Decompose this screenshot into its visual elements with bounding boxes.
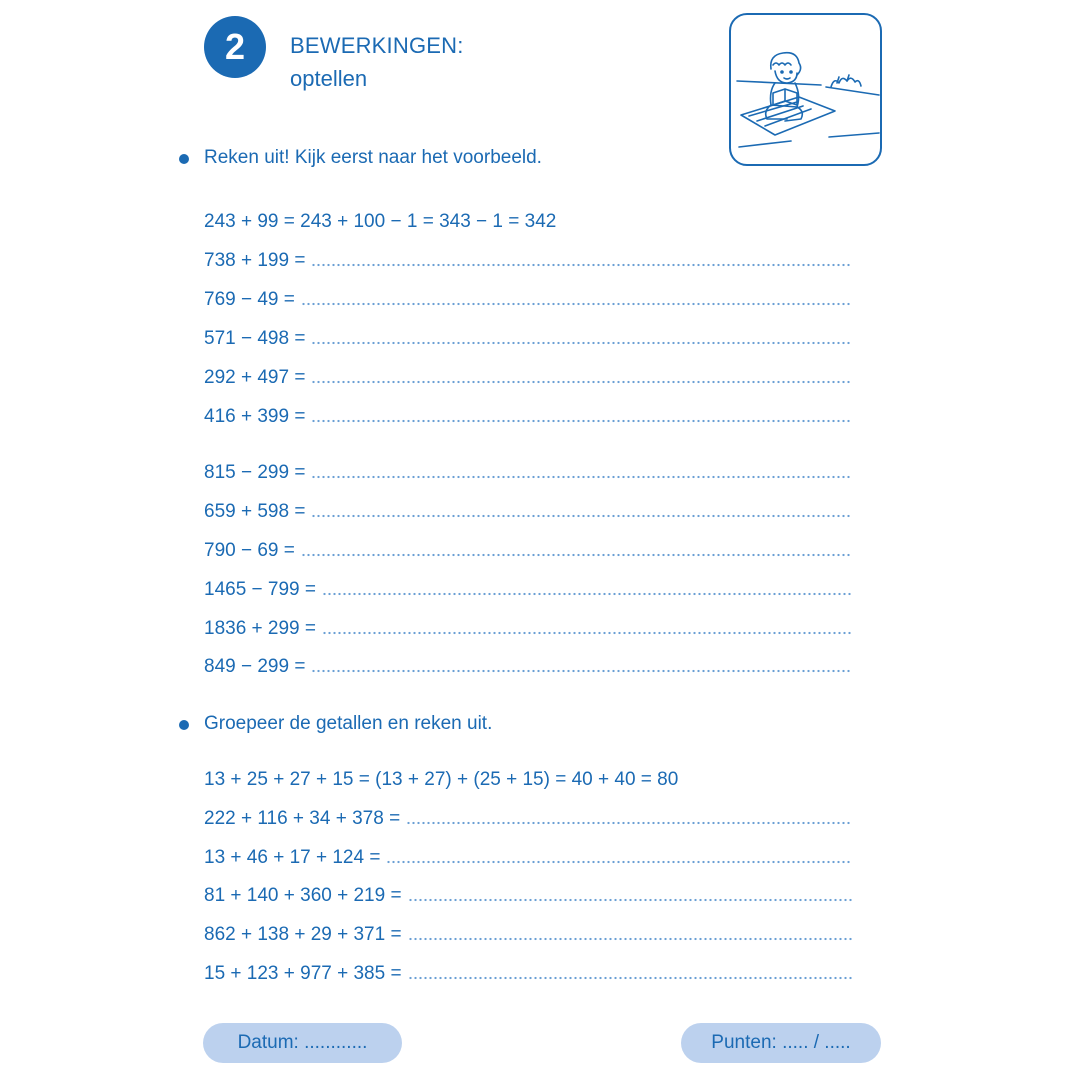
exercise1-problem-row xyxy=(204,614,852,640)
example-text: 243 + 99 = 243 + 100 − 1 = 343 − 1 = 342 xyxy=(204,211,557,232)
answer-line[interactable] xyxy=(408,975,852,981)
exercise1-problem-row xyxy=(204,458,852,484)
answer-line[interactable] xyxy=(311,262,852,268)
example-text: 13 + 25 + 27 + 15 = (13 + 27) + (25 + 15) = 40 + 40 = 80 xyxy=(204,769,679,790)
bullet-icon xyxy=(179,154,189,164)
illustration-frame xyxy=(729,13,882,166)
exercise1-instruction: Reken uit! Kijk eerst naar het voorbeeld. xyxy=(204,147,542,168)
problem-expression: 222 + 116 + 34 + 378 = xyxy=(204,808,401,829)
problem-expression: 862 + 138 + 29 + 371 = xyxy=(204,924,402,945)
exercise2-example xyxy=(204,765,852,791)
bullet-icon xyxy=(179,720,189,730)
problem-expression: 13 + 46 + 17 + 124 = xyxy=(204,847,381,868)
answer-line[interactable] xyxy=(311,418,852,424)
exercise1-problem-row xyxy=(204,497,852,523)
problem-expression: 1836 + 299 = xyxy=(204,618,316,639)
exercise2-problem-row xyxy=(204,804,852,830)
exercise-number-badge: 2 xyxy=(204,16,266,78)
exercise1-problem-row xyxy=(204,402,852,428)
problem-expression: 416 + 399 = xyxy=(204,406,306,427)
child-reading-book-icon xyxy=(731,15,884,168)
page-title: BEWERKINGEN: xyxy=(290,33,464,58)
answer-line[interactable] xyxy=(311,379,852,385)
problem-expression: 769 − 49 = xyxy=(204,289,295,310)
exercise1-example xyxy=(204,207,852,233)
page-subtitle: optellen xyxy=(290,66,368,91)
answer-line[interactable] xyxy=(301,552,852,558)
problem-expression: 1465 − 799 = xyxy=(204,579,316,600)
answer-line[interactable] xyxy=(386,859,852,865)
answer-line[interactable] xyxy=(322,630,852,636)
exercise2-problem-row xyxy=(204,920,852,946)
answer-line[interactable] xyxy=(311,668,852,674)
answer-line[interactable] xyxy=(406,820,852,826)
exercise2-problem-row xyxy=(204,881,852,907)
exercise1-problem-row xyxy=(204,363,852,389)
exercise1-problem-row xyxy=(204,246,852,272)
answer-line[interactable] xyxy=(301,301,852,307)
exercise1-problem-row xyxy=(204,536,852,562)
exercise2-problem-row xyxy=(204,843,852,869)
problem-expression: 790 − 69 = xyxy=(204,540,295,561)
problem-expression: 659 + 598 = xyxy=(204,501,306,522)
answer-line[interactable] xyxy=(311,513,852,519)
answer-line[interactable] xyxy=(322,591,852,597)
problem-expression: 292 + 497 = xyxy=(204,367,306,388)
problem-expression: 81 + 140 + 360 + 219 = xyxy=(204,885,402,906)
answer-line[interactable] xyxy=(408,897,852,903)
exercise1-problem-row xyxy=(204,575,852,601)
exercise2-instruction: Groepeer de getallen en reken uit. xyxy=(204,713,493,734)
exercise1-problem-row xyxy=(204,285,852,311)
date-field[interactable]: Datum: ............ xyxy=(203,1023,402,1063)
answer-line[interactable] xyxy=(311,340,852,346)
answer-line[interactable] xyxy=(408,936,852,942)
exercise1-problem-row xyxy=(204,652,852,678)
exercise1-problem-row xyxy=(204,324,852,350)
problem-expression: 571 − 498 = xyxy=(204,328,306,349)
problem-expression: 738 + 199 = xyxy=(204,250,306,271)
answer-line[interactable] xyxy=(311,474,852,480)
problem-expression: 15 + 123 + 977 + 385 = xyxy=(204,963,402,984)
problem-expression: 815 − 299 = xyxy=(204,462,306,483)
score-field[interactable]: Punten: ..... / ..... xyxy=(681,1023,881,1063)
problem-expression: 849 − 299 = xyxy=(204,656,306,677)
exercise2-problem-row xyxy=(204,959,852,985)
